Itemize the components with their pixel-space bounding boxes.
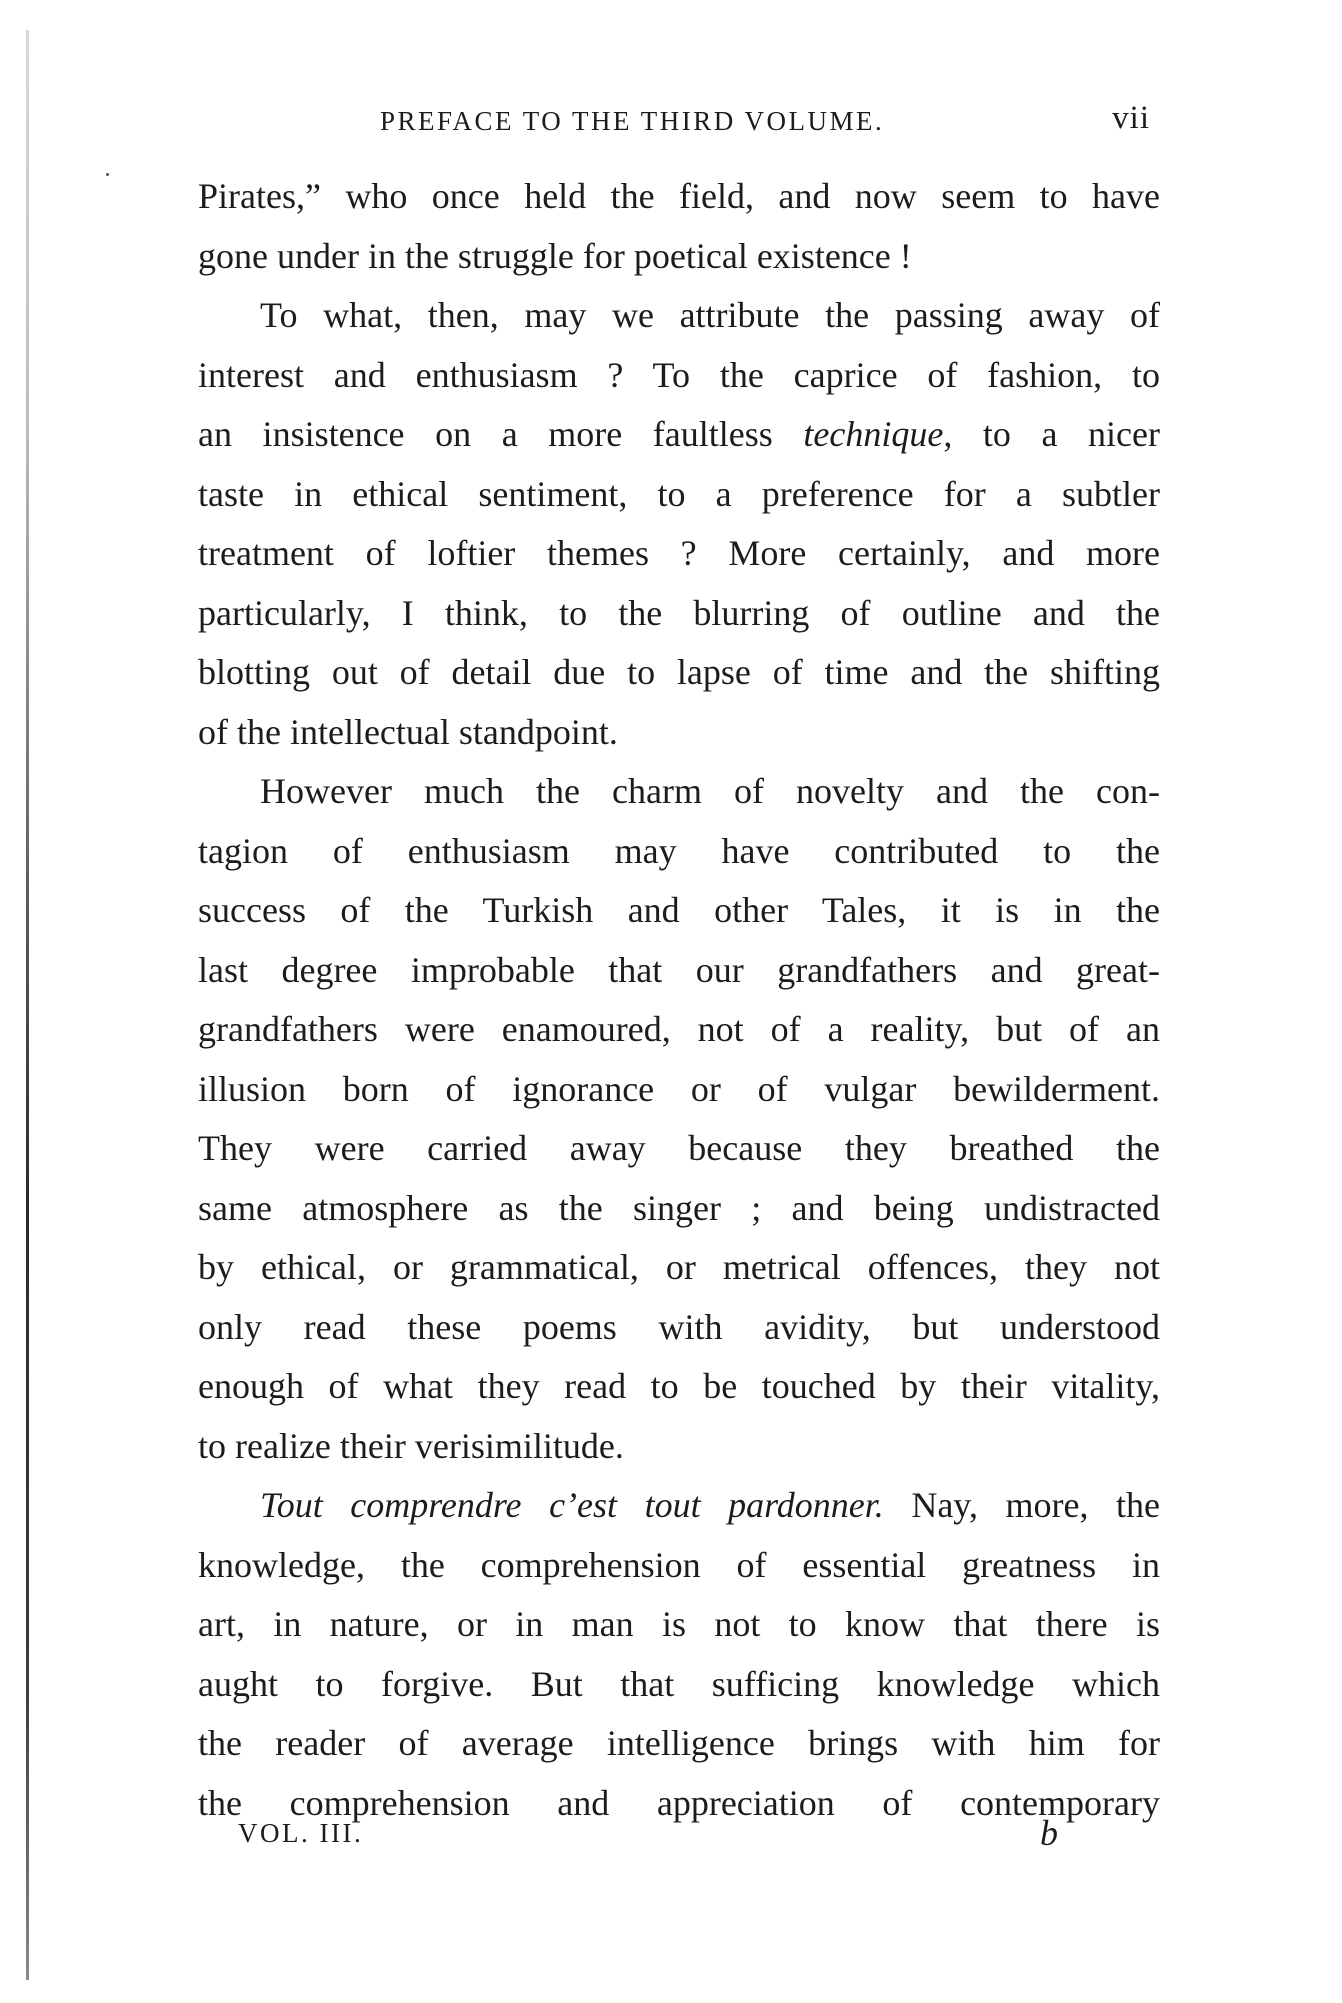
text-line: the comprehension and appreciation of contemporary [198, 1782, 1160, 1823]
text-line [198, 405, 1160, 465]
text-line: tagion of enthusiasm may have contributed to the [198, 830, 1160, 871]
text-line: by ethical, or grammatical, or metrical offences, they not [198, 1247, 1160, 1287]
text-line: gone under in the struggle for poetical existence ! [198, 235, 912, 276]
text-line: grandfathers were enamoured, not of a reality, but of an [198, 1009, 1160, 1049]
text-line: illusion born of ignorance or of vulgar bewilderment. [198, 1068, 1160, 1109]
text-line: blotting out of detail due to lapse of time and the shifting [198, 652, 1160, 692]
gathering-letter: b [1040, 1813, 1058, 1853]
text-line: particularly, I think, to the blurring of outline and the [198, 592, 1160, 633]
text-line [198, 1476, 1160, 1536]
text-line: the reader of average intelligence brings with him for [198, 1723, 1160, 1763]
text-line: They were carried away because they breathed the [198, 1128, 1160, 1168]
text-line: Pirates,” who once held the field, and now seem to have [198, 176, 1160, 216]
text-line: treatment of loftier themes ? More certainly, and more [198, 533, 1160, 573]
running-title: PREFACE TO THE THIRD VOLUME. [380, 106, 885, 136]
text-line: However much the charm of novelty and the con- [260, 771, 1160, 811]
text-line: success of the Turkish and other Tales, it is in the [198, 890, 1160, 930]
text-line: only read these poems with avidity, but understood [198, 1306, 1160, 1347]
text-line: taste in ethical sentiment, to a preference for a subtler [198, 473, 1160, 514]
text-line: knowledge, the comprehension of essential greatness in [198, 1544, 1160, 1585]
text-line: art, in nature, or in man is not to know that there is [198, 1604, 1160, 1644]
body-text [198, 167, 1160, 1833]
text-line: of the intellectual standpoint. [198, 711, 618, 752]
text-line: enough of what they read to be touched by their vitality, [198, 1366, 1160, 1406]
running-head [200, 100, 1160, 140]
binding-edge [26, 30, 29, 1980]
italic-quote: Tout comprendre c’est tout pardonner. [260, 1485, 884, 1525]
text-segment: , to a nicer [943, 414, 1160, 454]
text-line: To what, then, may we attribute the passing away of [260, 295, 1160, 335]
ink-speck [106, 173, 109, 176]
italic-term: technique [803, 414, 944, 454]
volume-signature: VOL. III. [238, 1818, 364, 1848]
text-line: same atmosphere as the singer ; and being undistracted [198, 1187, 1160, 1228]
text-line: last degree improbable that our grandfathers and great- [198, 949, 1160, 990]
page-number: vii [1112, 100, 1150, 136]
signature-line [238, 1813, 1058, 1862]
text-line: aught to forgive. But that sufficing knowledge which [198, 1663, 1160, 1704]
text-segment: Nay, more, the [883, 1485, 1160, 1525]
text-line: interest and enthusiasm ? To the caprice of fashion, to [198, 354, 1160, 395]
text-line: to realize their verisimilitude. [198, 1425, 624, 1466]
text-segment: an insistence on a more faultless [198, 414, 804, 454]
